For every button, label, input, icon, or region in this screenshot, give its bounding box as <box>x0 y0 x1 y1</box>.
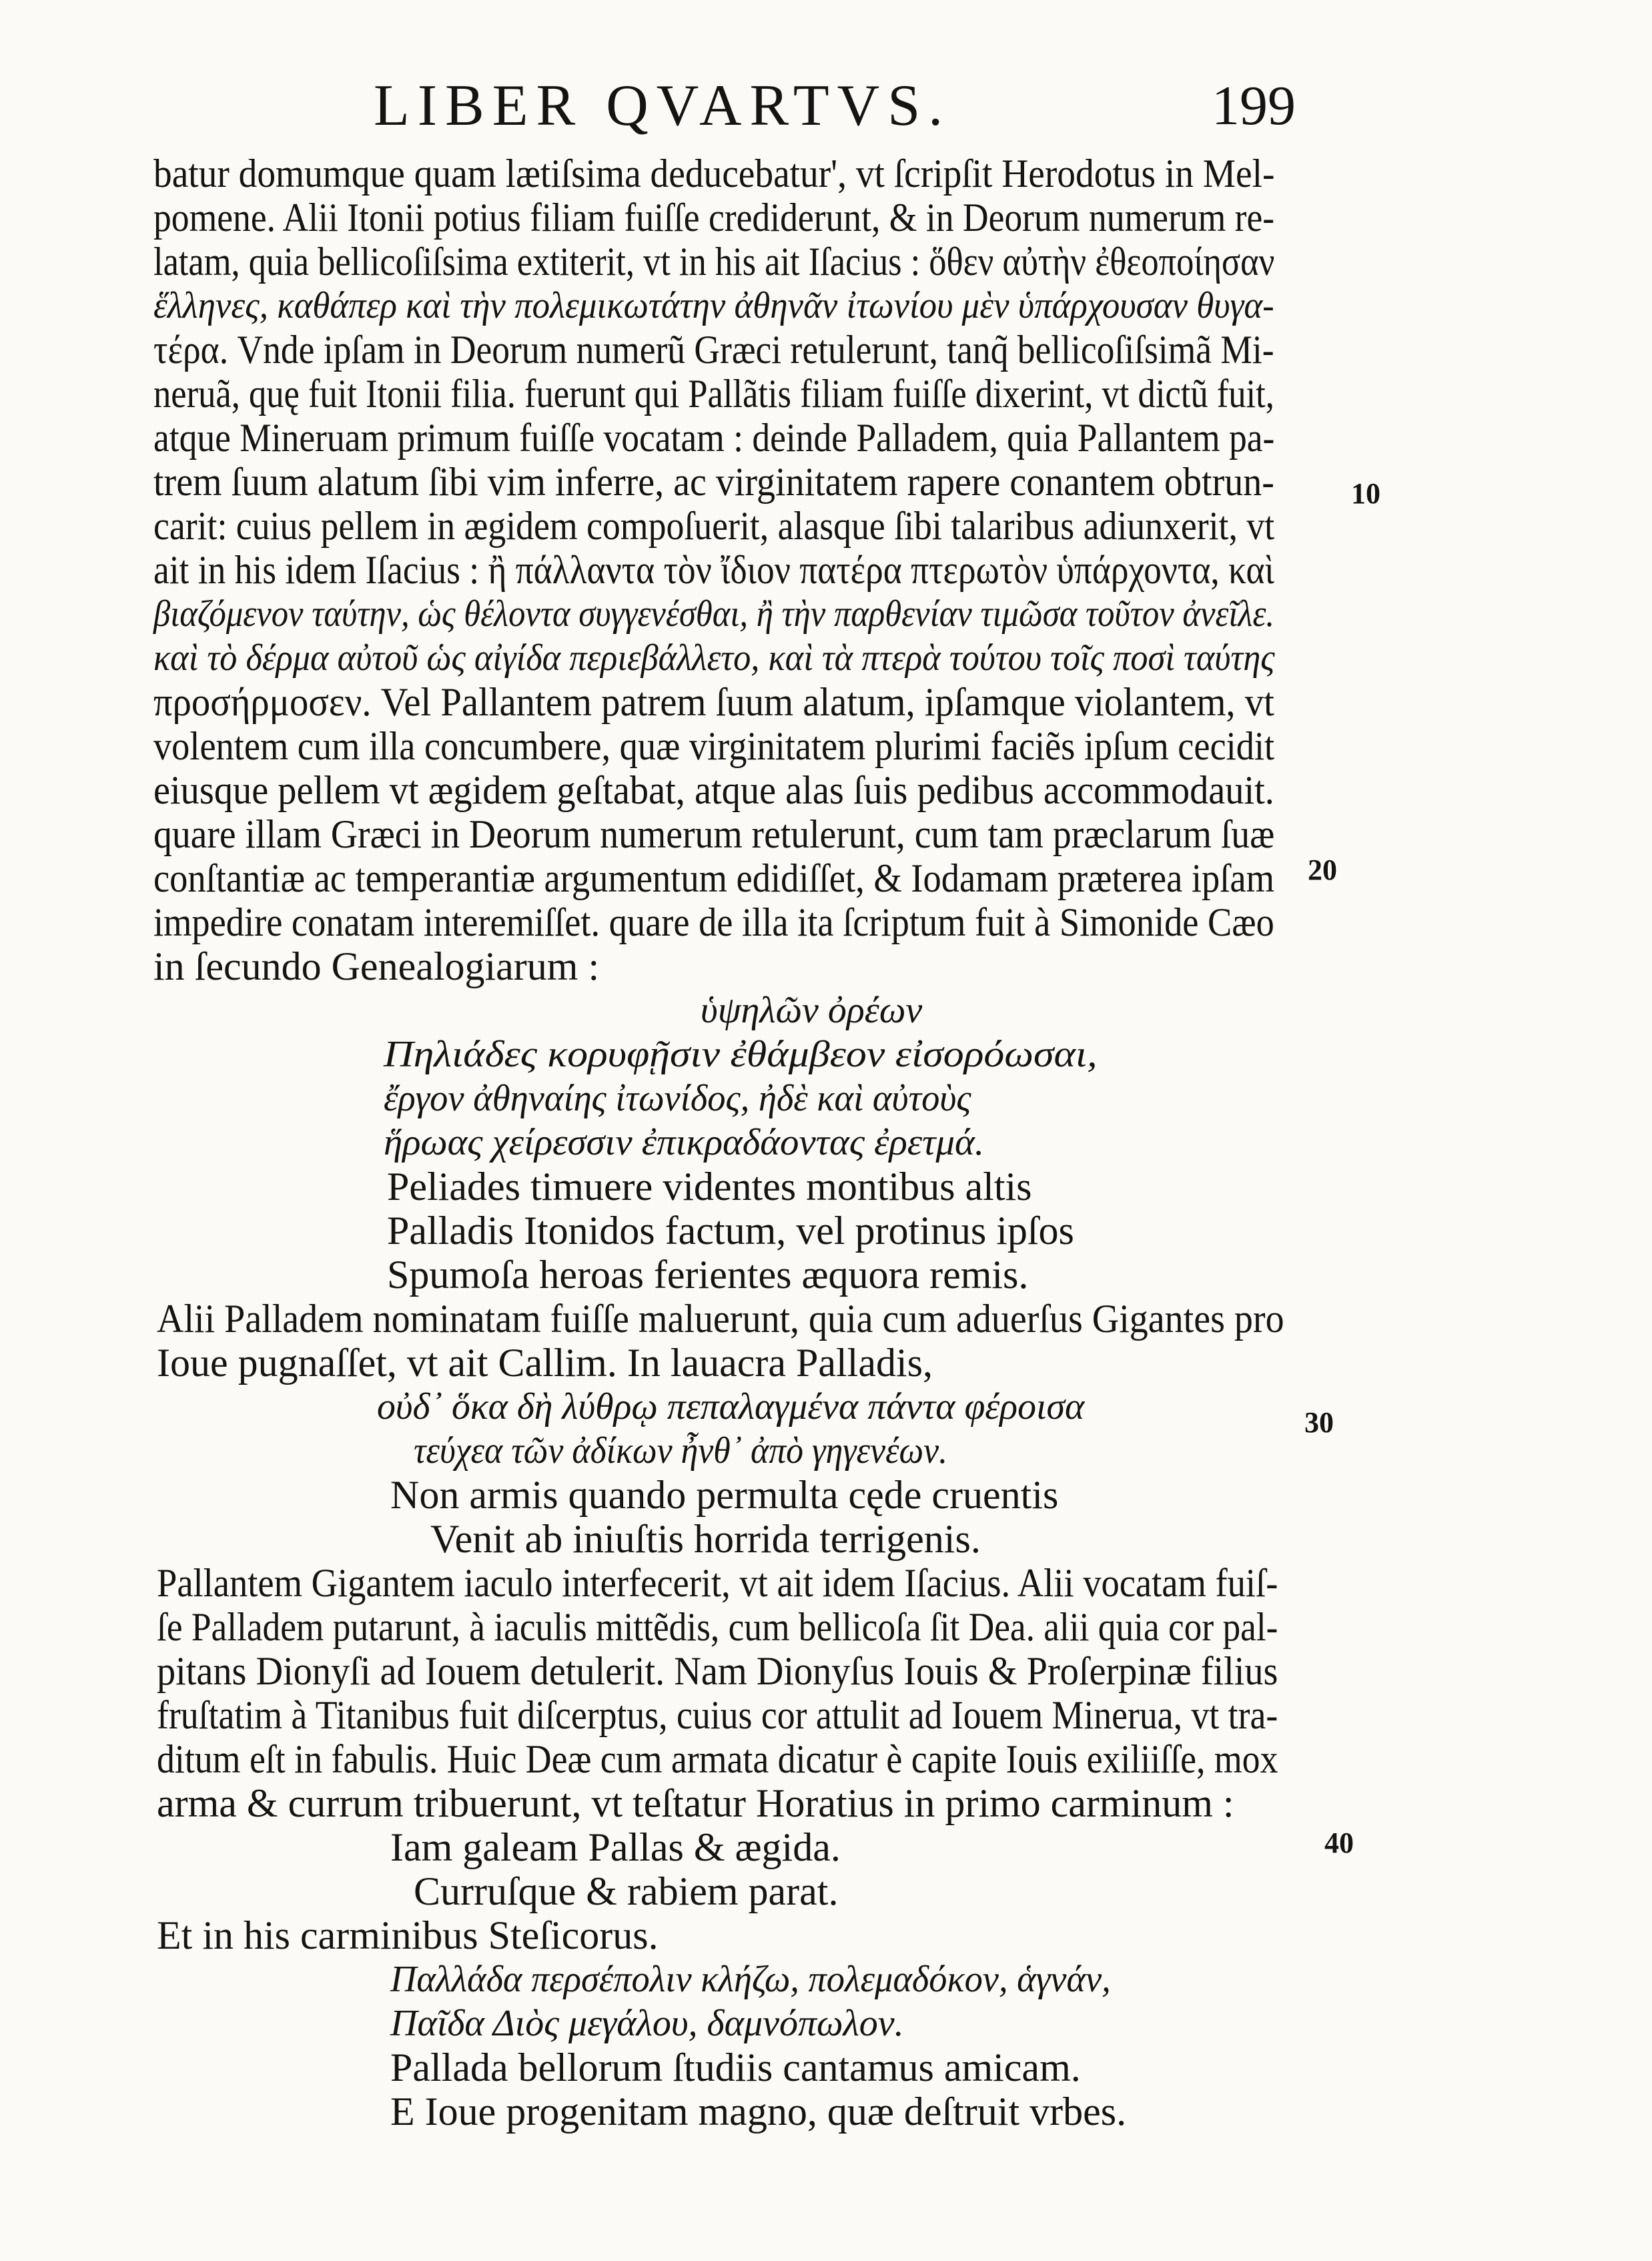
verse-line: Venit ab iniuſtis horrida terrigenis. <box>430 1517 981 1561</box>
text-line: in ſecundo Genealogiarum : <box>153 944 600 988</box>
verse-line: Παλλάδα περσέπολιν κλήζω, πολεμαδόκον, ἁγνάν, <box>390 1959 1111 2000</box>
verse-line: Non armis quando permulta cęde cruentis <box>390 1473 1059 1517</box>
text-line: conſtantiæ ac temperantiæ argumentum edidiſſet, & Iodamam præterea ipſam <box>153 856 1274 900</box>
verse-line: Peliades timuere videntes montibus altis <box>387 1165 1032 1209</box>
page-number: 199 <box>1212 75 1296 137</box>
text-line: ait in his idem Iſacius : ἢ πάλλαντα τὸν ἴδιον πατέρα πτερωτὸν ὑπάρχοντα, καὶ <box>153 548 1274 592</box>
verse-line: οὐδ᾽ ὅκα δὴ λύθρῳ πεπαλαγμένα πάντα φέροισα <box>377 1386 1085 1427</box>
text-line: atque Mineruam primum fuiſſe vocatam : deinde Palladem, quia Pallantem pa- <box>153 416 1275 460</box>
line-number-marker: 30 <box>1304 1406 1334 1439</box>
verse-line: Παῖδα Διὸς μεγάλου, δαμνόπωλον. <box>390 2003 904 2044</box>
text-line: pomene. Alii Itonii potius filiam fuiſſe crediderunt, & in Deorum numerum re- <box>153 196 1275 240</box>
text-line: ditum eſt in fabulis. Huic Deæ cum armata dicatur è capite Iouis exiliiſſe, mox <box>157 1737 1278 1781</box>
verse-line: ἔργον ἀθηναίης ἰτωνίδος, ἠδὲ καὶ αὐτοὺς <box>384 1078 971 1119</box>
line-number-marker: 20 <box>1308 854 1337 886</box>
text-line: eiusque pellem vt ægidem geſtabat, atque alas ſuis pedibus accommodauit. <box>153 768 1274 812</box>
text-line: arma & currum tribuerunt, vt teſtatur Horatius in primo carminum : <box>157 1781 1234 1825</box>
verse-line: E Ioue progenitam magno, quæ deſtruit vrbes. <box>390 2089 1127 2134</box>
greek-line: καὶ τὸ δέρμα αὐτοῦ ὡς αἰγίδα περιεβάλλετο, καὶ τὰ πτερὰ τούτου τοῖς ποσὶ ταύτης <box>153 637 1275 679</box>
text-line: Ioue pugnaſſet, vt ait Callim. In lauacra Palladis, <box>157 1341 933 1385</box>
verse-line: Πηλιάδες κορυφῇσιν ἐθάμβεον εἰσορόωσαι, <box>384 1034 1098 1075</box>
greek-line: βιαζόμενον ταύτην, ὡς θέλοντα συγγενέσθαι, ἢ τὴν παρθενίαν τιμῶσα τοῦτον ἀνεῖλε. <box>153 593 1275 635</box>
line-number-marker: 10 <box>1351 477 1380 510</box>
text-line: Alii Palladem nominatam fuiſſe maluerunt, quia cum aduerſus Gigantes pro <box>157 1297 1284 1341</box>
text-line: τέρα. Vnde ipſam in Deorum numerũ Græci retulerunt, tanq̃ bellicoſiſsimã Mi- <box>153 328 1274 372</box>
verse-line: ὑψηλῶν ὀρέων <box>701 990 923 1031</box>
verse-line: Pallada bellorum ſtudiis cantamus amicam. <box>390 2045 1081 2089</box>
text-line: volentem cum illa concumbere, quæ virginitatem plurimi faciẽs ipſum cecidit <box>153 724 1275 768</box>
text-line: impedire conatam interemiſſet. quare de illa ita ſcriptum fuit à Simonide Cæo <box>153 900 1274 944</box>
greek-line: ἕλληνες, καθάπερ καὶ τὴν πολεμικωτάτην ἀθηνᾶν ἰτωνίου μὲν ὑπάρχουσαν θυγα- <box>153 285 1274 326</box>
verse-line: Spumoſa heroas ferientes æquora remis. <box>387 1253 1029 1297</box>
text-line: carit: cuius pellem in ægidem compoſuerit, alasque ſibi talaribus adiunxerit, vt <box>153 504 1275 548</box>
text-line: neruã, quę fuit Itonii filia. fuerunt qui Pallãtis filiam fuiſſe dixerint, vt dictũ fuit, <box>153 372 1274 416</box>
text-line: batur domumque quam lætiſsima deducebatur', vt ſcripſit Herodotus in Mel- <box>153 151 1275 196</box>
verse-line: Iam galeam Pallas & ægida. <box>390 1825 841 1869</box>
page-header <box>0 72 1652 145</box>
text-line: trem ſuum alatum ſibi vim inferre, ac virginitatem rapere conantem obtrun- <box>153 460 1274 504</box>
verse-line: ἥρωας χείρεσσιν ἐπικραδάοντας ἐρετμά. <box>384 1122 985 1163</box>
running-title: LIBER QVARTVS. <box>374 73 951 138</box>
verse-line: τεύχεα τῶν ἀδίκων ἦνθ᾽ ἀπὸ γηγενέων. <box>414 1430 948 1472</box>
text-line: Pallantem Gigantem iaculo interfecerit, vt ait idem Iſacius. Alii vocatam fuiſ- <box>157 1561 1278 1605</box>
text-line: latam, quia bellicoſiſsima extiterit, vt in his ait Iſacius : ὅθεν αὐτὴν ἐθεοποίησαν <box>153 240 1275 284</box>
text-line: ſe Palladem putarunt, à iaculis mittẽdis, cum bellicoſa ſit Dea. alii quia cor pal- <box>157 1605 1278 1649</box>
line-number-marker: 40 <box>1324 1827 1354 1859</box>
verse-line: Palladis Itonidos factum, vel protinus ipſos <box>387 1209 1074 1253</box>
text-line: fruſtatim à Titanibus fuit diſcerptus, cuius cor attulit ad Iouem Minerua, vt tra- <box>157 1693 1278 1737</box>
text-line: pitans Dionyſi ad Iouem detulerit. Nam Dionyſus Iouis & Proſerpinæ filius <box>157 1649 1278 1693</box>
text-line: Et in his carminibus Steſicorus. <box>157 1913 659 1957</box>
verse-line: Curruſque & rabiem parat. <box>414 1869 839 1913</box>
text-line: προσήρμοσεν. Vel Pallantem patrem ſuum alatum, ipſamque violantem, vt <box>153 680 1274 724</box>
text-line: quare illam Græci in Deorum numerum retulerunt, cum tam præclarum ſuæ <box>153 812 1275 856</box>
